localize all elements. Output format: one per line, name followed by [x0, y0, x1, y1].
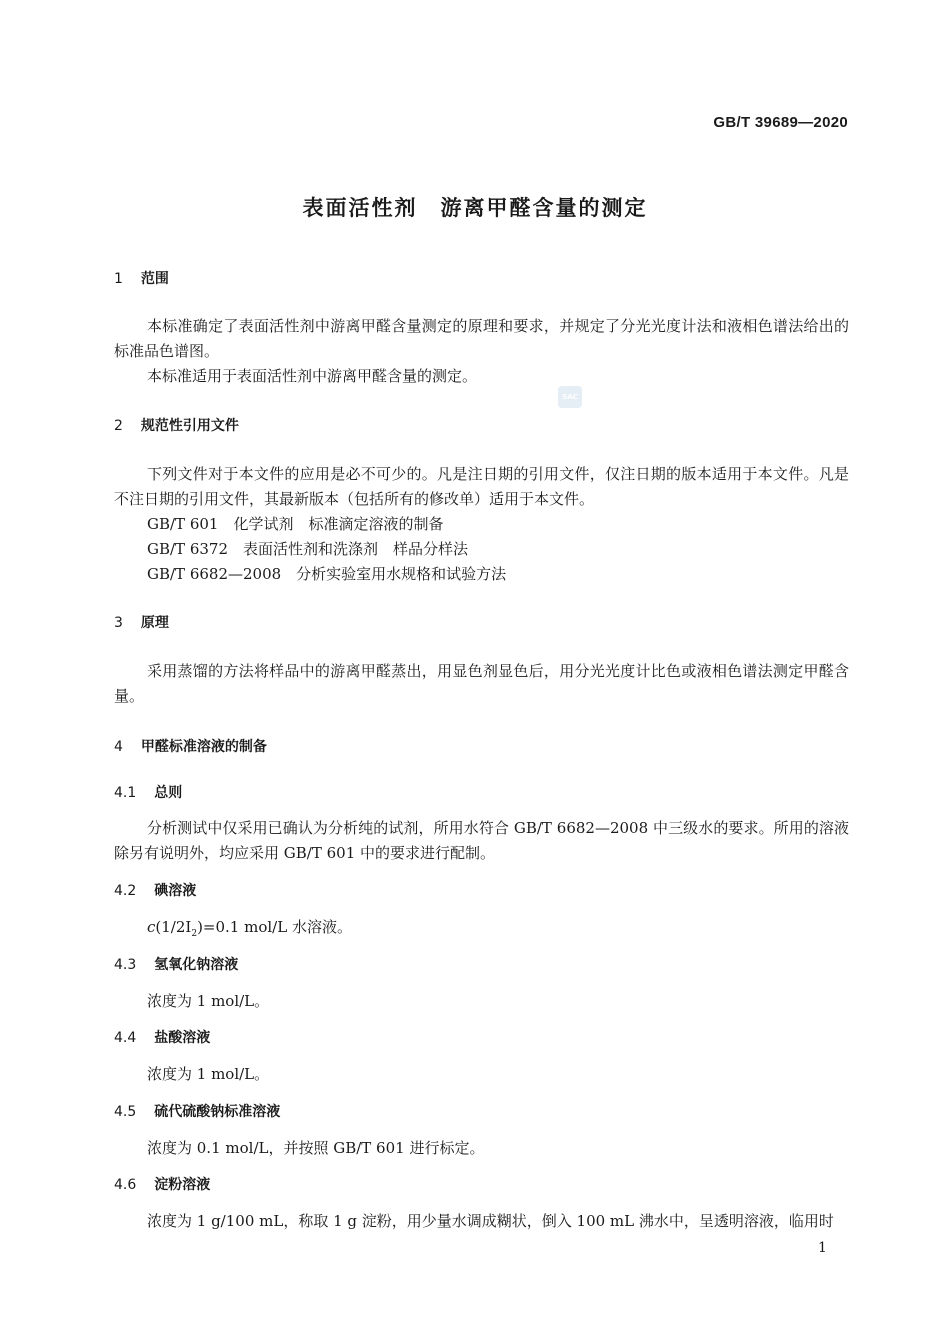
section-title: 盐酸溶液	[154, 1030, 211, 1046]
section-number: 4	[114, 739, 123, 755]
section-4-1-paragraph: 分析测试中仅采用已确认为分析纯的试剂，所用水符合 GB/T 6682—2008 中三级水的要求。所用的溶液除另有说明外，均应采用 GB/T 601 中的要求进行配制。	[114, 819, 849, 862]
section-number: 4.1	[114, 785, 137, 801]
sac-watermark-logo: SAC	[558, 386, 582, 408]
section-4-heading	[114, 736, 267, 756]
section-4-5-paragraph: 浓度为 0.1 mol/L，并按照 GB/T 601 进行标定。	[147, 1139, 485, 1157]
section-title: 淀粉溶液	[154, 1177, 211, 1193]
section-number: 3	[114, 615, 123, 631]
section-4-5-heading	[114, 1101, 280, 1121]
section-2-paragraph-1: 下列文件对于本文件的应用是必不可少的。凡是注日期的引用文件，仅注日期的版本适用于本文件。凡是不注日期的引用文件，其最新版本（包括所有的修改单）适用于本文件。	[114, 465, 849, 508]
section-title: 氢氧化钠溶液	[154, 957, 239, 973]
section-title: 总则	[154, 785, 183, 801]
reference-item: GB/T 6372 表面活性剂和洗涤剂 样品分样法	[147, 540, 469, 558]
formula-part: (1/2I	[155, 918, 192, 936]
standard-number: GB/T 39689—2020	[713, 114, 848, 131]
section-1-heading	[114, 268, 169, 288]
section-number: 4.2	[114, 883, 137, 899]
document-title: 表面活性剂 游离甲醛含量的测定	[302, 196, 648, 220]
section-title: 碘溶液	[154, 883, 197, 899]
section-4-2-heading	[114, 880, 196, 900]
reference-item: GB/T 601 化学试剂 标准滴定溶液的制备	[147, 515, 444, 533]
page-number: 1	[818, 1240, 827, 1256]
section-4-3-heading	[114, 954, 238, 974]
section-number: 4.5	[114, 1104, 137, 1120]
formula-subscript: 2	[191, 929, 198, 939]
section-number: 2	[114, 418, 123, 434]
section-4-4-heading	[114, 1027, 210, 1047]
section-3-heading	[114, 612, 169, 632]
section-4-4-paragraph: 浓度为 1 mol/L。	[147, 1065, 270, 1083]
section-4-6-heading	[114, 1174, 210, 1194]
section-4-6-paragraph: 浓度为 1 g/100 mL，称取 1 g 淀粉，用少量水调成糊状，倒入 100 mL 沸水中，呈透明溶液，临用时	[147, 1212, 834, 1230]
section-title: 范围	[140, 271, 169, 287]
section-4-2-formula	[147, 916, 352, 939]
section-number: 4.4	[114, 1030, 137, 1046]
section-title: 甲醛标准溶液的制备	[140, 739, 267, 755]
section-1-paragraph-1: 本标准确定了表面活性剂中游离甲醛含量测定的原理和要求，并规定了分光光度计法和液相色谱法给出的标准品色谱图。	[114, 317, 849, 360]
reference-item: GB/T 6682—2008 分析实验室用水规格和试验方法	[147, 565, 507, 583]
concentration-symbol: c	[147, 918, 156, 936]
section-title: 规范性引用文件	[140, 418, 239, 434]
section-3-paragraph-1: 采用蒸馏的方法将样品中的游离甲醛蒸出，用显色剂显色后，用分光光度计比色或液相色谱法测定甲醛含量。	[114, 662, 849, 705]
section-title: 硫代硫酸钠标准溶液	[154, 1104, 281, 1120]
section-title: 原理	[140, 615, 169, 631]
formula-part: )=0.1 mol/L 水溶液。	[197, 918, 352, 936]
section-number: 1	[114, 271, 123, 287]
section-4-1-heading	[114, 782, 182, 802]
section-4-3-paragraph: 浓度为 1 mol/L。	[147, 992, 270, 1010]
section-number: 4.3	[114, 957, 137, 973]
section-number: 4.6	[114, 1177, 137, 1193]
section-1-paragraph-2: 本标准适用于表面活性剂中游离甲醛含量的测定。	[147, 367, 478, 385]
section-2-heading	[114, 415, 239, 435]
